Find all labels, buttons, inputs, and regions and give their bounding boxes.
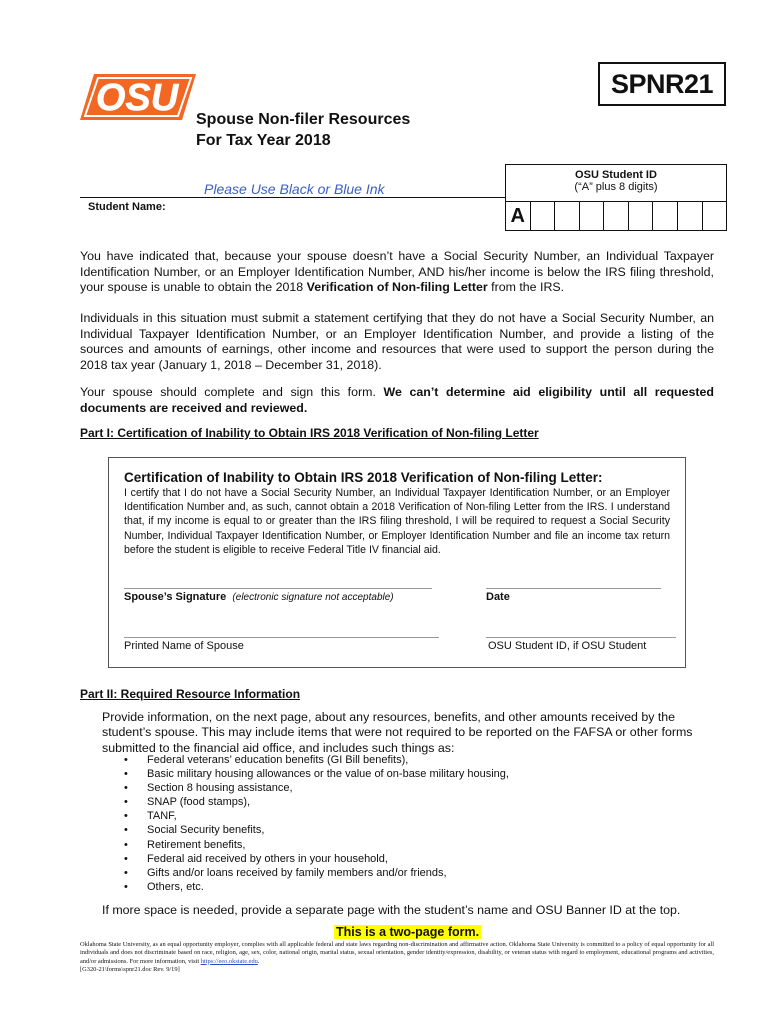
resource-list (124, 753, 509, 894)
footer-text: Oklahoma State University, as an equal opportunity employer, complies with all applicable federal and state laws regarding non-discrimination and affirmative action. Oklahoma State University is committed to a policy of equal opportunity for all individuals and does not discriminate based on race, religion, age, sex, color, national origin, marital status, sexual orientation, gender identity/expression, disability, or veteran status with regard to employment, educational programs and activities, and/or admissions. For more information, visit (80, 941, 714, 965)
part2-heading: Part II: Required Resource Information (80, 687, 301, 701)
form-title: Spouse Non-filer Resources (196, 111, 411, 128)
certification-title: Certification of Inability to Obtain IRS 2018 Verification of Non-filing Letter: (124, 470, 603, 485)
list-item: • Others, etc. (124, 880, 509, 894)
certification-text: I certify that I do not have a Social Security Number, an Individual Taxpayer Identification Number, or an Employer Identification Number and, as such, cannot obtain a 2018 Verification of Non-filing Letter from the IRS. I understand that, if my income is equal to or greater than the IRS filing threshold, I will be required to request a Social Security Number, Individual Taxpayer Identification Number, or Employer Identification Number and file an income tax return before the student is eligible to receive Federal Title IV financial aid. (124, 487, 670, 556)
student-id-digit-box[interactable] (677, 202, 702, 230)
student-id-hint: (“A” plus 8 digits) (574, 181, 658, 193)
list-item: • Social Security benefits, (124, 823, 509, 837)
part2-intro: Provide information, on the next page, about any resources, benefits, and other amounts received by the student’s spouse. This may include items that were not required to be reported on the FAFSA or other forms submitted to the financial aid office, and includes such things as: (102, 710, 693, 755)
student-id-digit-box[interactable] (628, 202, 653, 230)
osu-logo-text: OSU (95, 77, 179, 119)
printed-name-label: Printed Name of Spouse (124, 640, 244, 652)
student-id-digit-box[interactable] (702, 202, 727, 230)
ink-instruction: Please Use Black or Blue Ink (204, 181, 385, 197)
part1-heading: Part I: Certification of Inability to Obtain IRS 2018 Verification of Non-filing Letter (80, 426, 539, 440)
student-id-digit-box[interactable] (652, 202, 677, 230)
list-item: • Basic military housing allowances or the value of on-base military housing, (124, 767, 509, 781)
student-id-field[interactable] (505, 201, 727, 231)
student-id-header (505, 164, 727, 202)
student-id-label: OSU Student ID (575, 169, 657, 181)
intro-paragraph-1: You have indicated that, because your spouse doesn’t have a Social Security Number, an Individual Taxpayer Identification Number, or an Employer Identification Number, AND his/her income is below the IRS filing threshold, your spouse is unable to obtain the 2018 Verification of Non-filing Letter from the IRS. (80, 249, 714, 295)
student-name-field[interactable] (80, 197, 505, 231)
student-id-prefix: A (510, 205, 525, 227)
student-name-label: Student Name: (88, 201, 166, 213)
list-item: • Retirement benefits, (124, 838, 509, 852)
list-item: • SNAP (food stamps), (124, 795, 509, 809)
date-label: Date (486, 591, 510, 603)
footer: Oklahoma State University, as an equal opportunity employer, complies with all applicable federal and state laws regarding non-discrimination and affirmative action. Oklahoma State University is committed to a policy of equal opportunity for all individuals and does not discriminate based on race, religion, age, sex, color, national origin, marital status, sexual orientation, gender identity/expression, disability, or veteran status with regard to employment, educational programs and activities, and/or admissions. For more information, visit https://eeo.okstate.edu. [G320-21\forms\spnr21.doc Rev. 9/19] (80, 941, 714, 974)
two-page-notice: This is a two-page form. (336, 925, 480, 939)
footer-code: [G320-21\forms\spnr21.doc Rev. 9/19] (80, 966, 180, 974)
date-line[interactable] (486, 588, 661, 589)
printed-name-line[interactable] (124, 637, 439, 638)
intro-paragraph-3: Your spouse should complete and sign this form. We can’t determine aid eligibility until all requested documents are received and reviewed. (80, 385, 714, 415)
spouse-signature-line[interactable] (124, 588, 432, 589)
form-code: SPNR21 (598, 62, 726, 106)
eeo-link[interactable]: https://eeo.okstate.edu (200, 957, 258, 965)
list-item: • TANF, (124, 809, 509, 823)
spouse-signature-label: Spouse’s Signature (electronic signature not acceptable) (124, 591, 394, 603)
student-id-digit-box[interactable] (603, 202, 628, 230)
form-subtitle: For Tax Year 2018 (196, 132, 331, 149)
list-item: • Federal aid received by others in your household, (124, 852, 509, 866)
intro-paragraph-2: Individuals in this situation must submit a statement certifying that they do not have a Social Security Number, an Individual Taxpayer Identification Number, or an Employer Identification Number, and provide a listing of the sources and amounts of earnings, other income and resources that were used to support the person during the 2018 tax year (January 1, 2018 – December 31, 2018). (80, 311, 714, 372)
osu-logo (80, 68, 196, 126)
student-id-digit-box[interactable] (554, 202, 579, 230)
osu-student-id-line[interactable] (486, 637, 676, 638)
list-item: • Gifts and/or loans received by family members and/or friends, (124, 866, 509, 880)
list-item: • Federal veterans’ education benefits (GI Bill benefits), (124, 753, 509, 767)
list-item: • Section 8 housing assistance, (124, 781, 509, 795)
student-id-digit-box[interactable] (579, 202, 604, 230)
more-space-note: If more space is needed, provide a separate page with the student’s name and OSU Banner ID at the top. (102, 903, 681, 917)
osu-student-id-label: OSU Student ID, if OSU Student (488, 640, 647, 652)
student-id-digit-box[interactable] (530, 202, 555, 230)
